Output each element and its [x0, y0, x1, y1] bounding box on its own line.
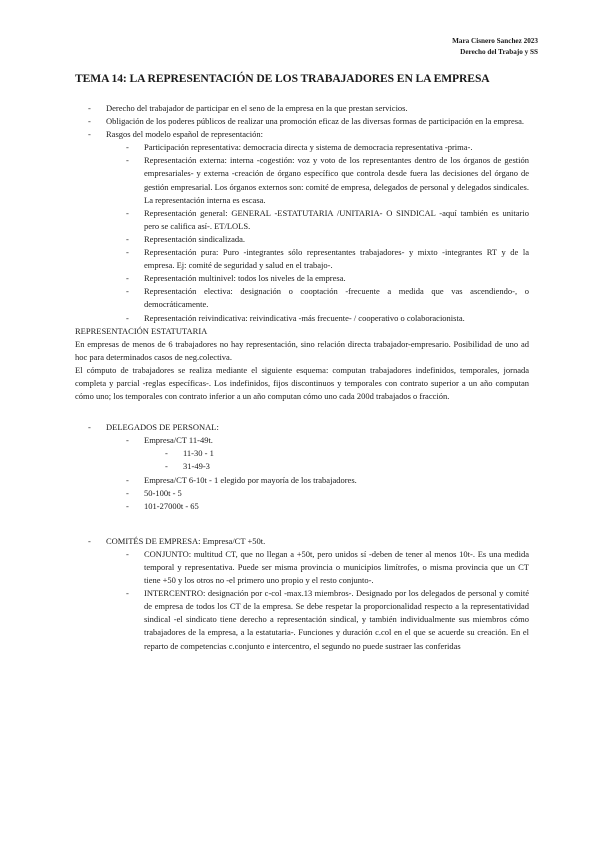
page-header [452, 36, 538, 58]
list-item: - Representación externa: interna -cogestión: voz y voto de los representantes dentro de los órganos de gestión empresariales- y externa -creación de órgano específico que controla desde fuera las decisiones del órgano de gestión empresarial. Los órganos externos son: comité de empresa, delegados de personal y delegados sindicales. La representación interna es escasa. [126, 155, 529, 205]
list-item: - Obligación de los poderes públicos de realizar una promoción eficaz de las diversas formas de participación en la empresa. [75, 115, 529, 128]
page-title: TEMA 14: LA REPRESENTACIÓN DE LOS TRABAJADORES EN LA EMPRESA [75, 72, 490, 85]
list-bullet: - [126, 548, 129, 559]
list-bullet: - [88, 129, 91, 140]
list-bullet: - [126, 435, 129, 446]
paragraph: El cómputo de trabajadores se realiza mediante el siguiente esquema: computan trabajadores indefinidos, temporales, jornada completa y parcial -reglas específicas-. Los indefinidos, fijos discontinuos y temporales con contrato superior a un año computan cómo uno; los temporales con contrato inferior a un año computan cómo uno cada 200d trabajados o fracción. [75, 364, 529, 402]
section-heading: REPRESENTACIÓN ESTATUTARIA [75, 325, 208, 336]
list-bullet: - [88, 535, 91, 546]
list-bullet: - [165, 461, 168, 472]
list-bullet: - [126, 142, 129, 153]
list-item: - Representación sindicalizada. [75, 233, 529, 246]
list-item-delegados: - DELEGADOS DE PERSONAL: [75, 421, 529, 434]
list-bullet: - [126, 233, 129, 244]
list-item: - Derecho del trabajador de participar en el seno de la empresa en la que prestan servicios. [75, 102, 529, 115]
paragraph: En empresas de menos de 6 trabajadores no hay representación, sino relación directa trabajador-empresario. Posibilidad de uno ad hoc para determinados casos de neg.colectiva. [75, 338, 529, 362]
list-bullet: - [126, 273, 129, 284]
list-bullet: - [126, 474, 129, 485]
list-bullet: - [88, 116, 91, 127]
list-item: - 31-49-3 [75, 460, 529, 473]
list-bullet: - [88, 422, 91, 433]
list-bullet: - [126, 588, 129, 599]
list-item: - Representación pura: Puro -integrantes sólo representantes trabajadores- y mixto -integrantes RT y de la empresa. Ej: comité de seguridad y salud en el trabajo-. [126, 247, 529, 271]
list-bullet: - [126, 247, 129, 258]
header-subject: Derecho del Trabajo y SS [460, 48, 538, 56]
list-item: - CONJUNTO: multitud CT, que no llegan a +50t, pero unidos sí -deben de tener al menos 10t-. Es una medida temporal y representativa. Puede ser misma provincia o municipios limítrofes, o misma provincia que un CT tiene +50 y los otros no -el primero uno propio y el resto conjunto-. [126, 548, 529, 586]
list-bullet: - [126, 500, 129, 511]
list-item: - Rasgos del modelo español de representación: [75, 128, 529, 141]
document-body [75, 102, 529, 653]
list-item: - INTERCENTRO: designación por c-col -max.13 miembros-. Designado por los delegados de personal y comité de empresa de todos los CT de la empresa. Se debe respetar la proporcionalidad respecto a la representatividad sindical -el sindicato tiene derecho a representación sindical, y también individualmente sus miembros cómo trabajadores de la empresa, a la estatutaria-. Funciones y duración c.col en el que se acuerde su creación. En el reparto de competencias c.conjunto e intercentro, el segundo no puede sustraer las conferidas [126, 588, 529, 651]
list-item: - 101-27000t - 65 [75, 500, 529, 513]
list-item: - Empresa/CT 11-49t. [75, 434, 529, 447]
list-bullet: - [126, 207, 129, 218]
list-item: - 11-30 - 1 [75, 447, 529, 460]
list-bullet: - [126, 286, 129, 297]
list-bullet: - [165, 448, 168, 459]
list-item: - Empresa/CT 6-10t - 1 elegido por mayoría de los trabajadores. [75, 474, 529, 487]
list-bullet: - [126, 487, 129, 498]
list-item: - Representación general: GENERAL -ESTATUTARIA /UNITARIA- O SINDICAL -aquí también es unitario pero se califica así-. ET/LOLS. [126, 207, 529, 231]
list-bullet: - [126, 312, 129, 323]
list-bullet: - [126, 155, 129, 166]
list-item: - Representación multinivel: todos los niveles de la empresa. [75, 272, 529, 285]
list-item: - 50-100t - 5 [75, 487, 529, 500]
list-item-comites: - COMITÉS DE EMPRESA: Empresa/CT +50t. [75, 535, 529, 548]
list-item: - Participación representativa: democracia directa y sistema de democracia representativa -prima-. [75, 141, 529, 154]
list-item: - Representación electiva: designación o cooptación -frecuente a medida que vas ascendiendo-, o democráticamente. [126, 286, 529, 310]
list-item: - Representación reivindicativa: reivindicativa -más frecuente- / cooperativo o colaboracionista. [75, 312, 529, 325]
list-bullet: - [88, 103, 91, 113]
header-author: Mara Cisnero Sanchez 2023 [452, 37, 538, 45]
